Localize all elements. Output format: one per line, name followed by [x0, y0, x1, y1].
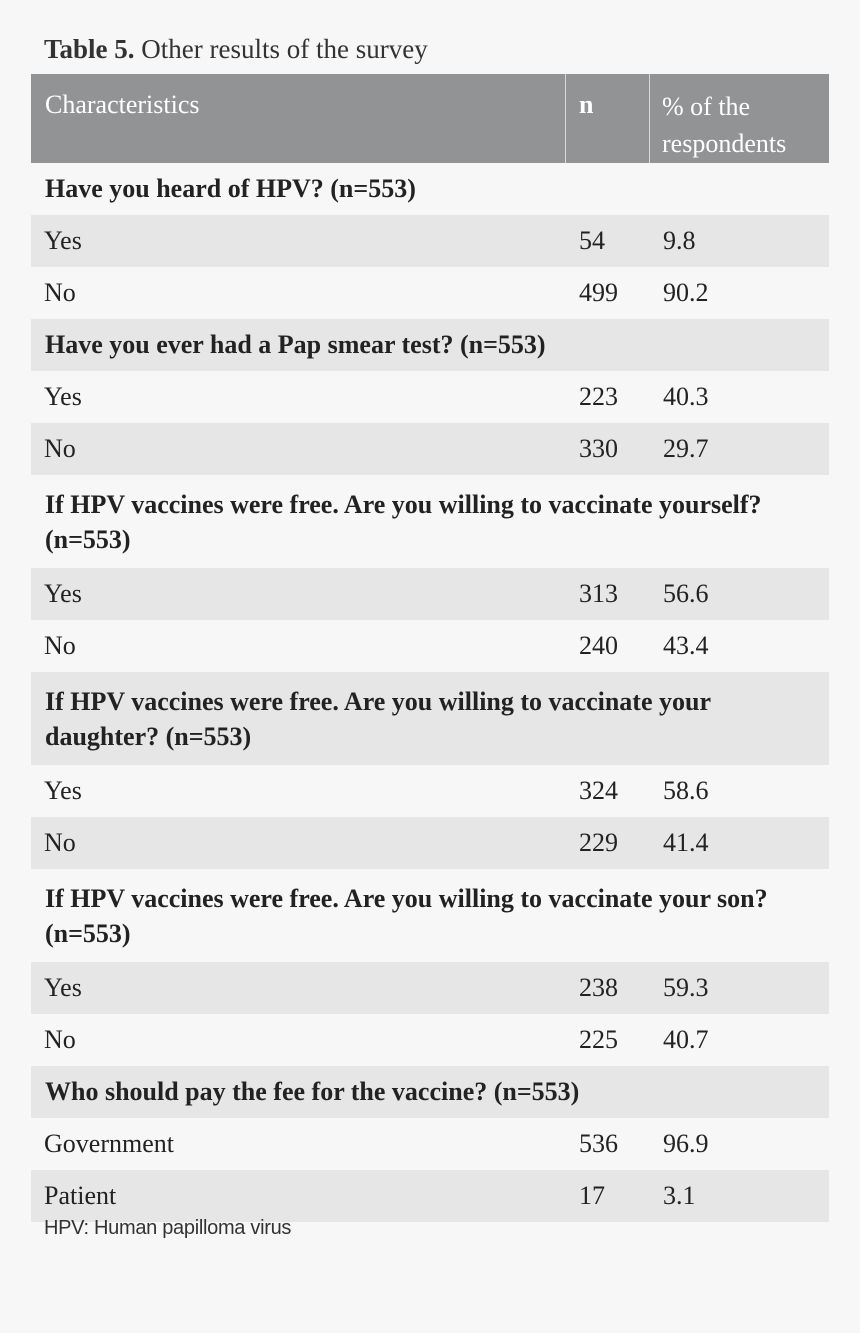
question-row: If HPV vaccines were free. Are you willing to vaccinate your daughter? (n=553): [31, 672, 829, 765]
row-n: 324: [579, 776, 618, 805]
row-n: 225: [579, 1025, 618, 1054]
row-n: 54: [579, 226, 605, 255]
row-n: 536: [579, 1129, 618, 1158]
question-row: If HPV vaccines were free. Are you willing to vaccinate your son? (n=553): [45, 883, 768, 948]
row-label: Patient: [44, 1181, 117, 1210]
row-percent: 3.1: [663, 1181, 696, 1210]
table-caption-label: Table 5.: [44, 34, 135, 64]
question-row: Have you ever had a Pap smear test? (n=553): [31, 319, 829, 371]
header-characteristics: Characteristics: [31, 74, 566, 163]
row-percent: 40.7: [663, 1025, 709, 1054]
row-label: Government: [44, 1129, 174, 1158]
row-label: Yes: [44, 382, 82, 411]
row-label: Yes: [44, 776, 82, 805]
row-percent: 41.4: [663, 828, 709, 857]
question-row: If HPV vaccines were free. Are you willing to vaccinate yourself? (n=553): [45, 489, 762, 554]
table-header: [31, 74, 829, 163]
row-percent: 58.6: [663, 776, 709, 805]
table-row: [31, 765, 829, 817]
row-n: 238: [579, 973, 618, 1002]
table-row: [31, 817, 829, 869]
row-percent: 43.4: [663, 631, 709, 660]
row-n: 229: [579, 828, 618, 857]
table-row: [31, 267, 829, 319]
table-row: [31, 423, 829, 475]
table-row: [31, 568, 829, 620]
header-percent: % of the respondents: [662, 92, 787, 158]
row-percent: 56.6: [663, 579, 709, 608]
row-label: Yes: [44, 973, 82, 1002]
row-percent: 90.2: [663, 278, 709, 307]
table-row: [31, 1014, 829, 1066]
row-n: 499: [579, 278, 618, 307]
table-row: [31, 962, 829, 1014]
question-row: Have you heard of HPV? (n=553): [45, 174, 416, 203]
row-percent: 40.3: [663, 382, 709, 411]
table-row: [31, 371, 829, 423]
row-label: No: [44, 828, 76, 857]
row-n: 330: [579, 434, 618, 463]
row-percent: 96.9: [663, 1129, 709, 1158]
table-row: [31, 620, 829, 672]
table-footnote: HPV: Human papilloma virus: [44, 1217, 292, 1239]
row-percent: 59.3: [663, 973, 709, 1002]
row-n: 313: [579, 579, 618, 608]
row-percent: 29.7: [663, 434, 709, 463]
row-label: No: [44, 631, 76, 660]
row-n: 223: [579, 382, 618, 411]
row-label: No: [44, 278, 76, 307]
row-n: 240: [579, 631, 618, 660]
table-row: [31, 1170, 829, 1222]
header-n: n: [566, 74, 650, 163]
row-label: Yes: [44, 579, 82, 608]
row-percent: 9.8: [663, 226, 696, 255]
results-table: [31, 74, 829, 1222]
row-label: No: [44, 1025, 76, 1054]
row-n: 17: [579, 1181, 605, 1210]
table-caption-text: Other results of the survey: [141, 34, 428, 64]
row-label: Yes: [44, 226, 82, 255]
table-caption: [44, 34, 428, 65]
question-row: Who should pay the fee for the vaccine? (n=553): [31, 1066, 829, 1118]
table-row: [31, 215, 829, 267]
table-row: [31, 1118, 829, 1170]
row-label: No: [44, 434, 76, 463]
